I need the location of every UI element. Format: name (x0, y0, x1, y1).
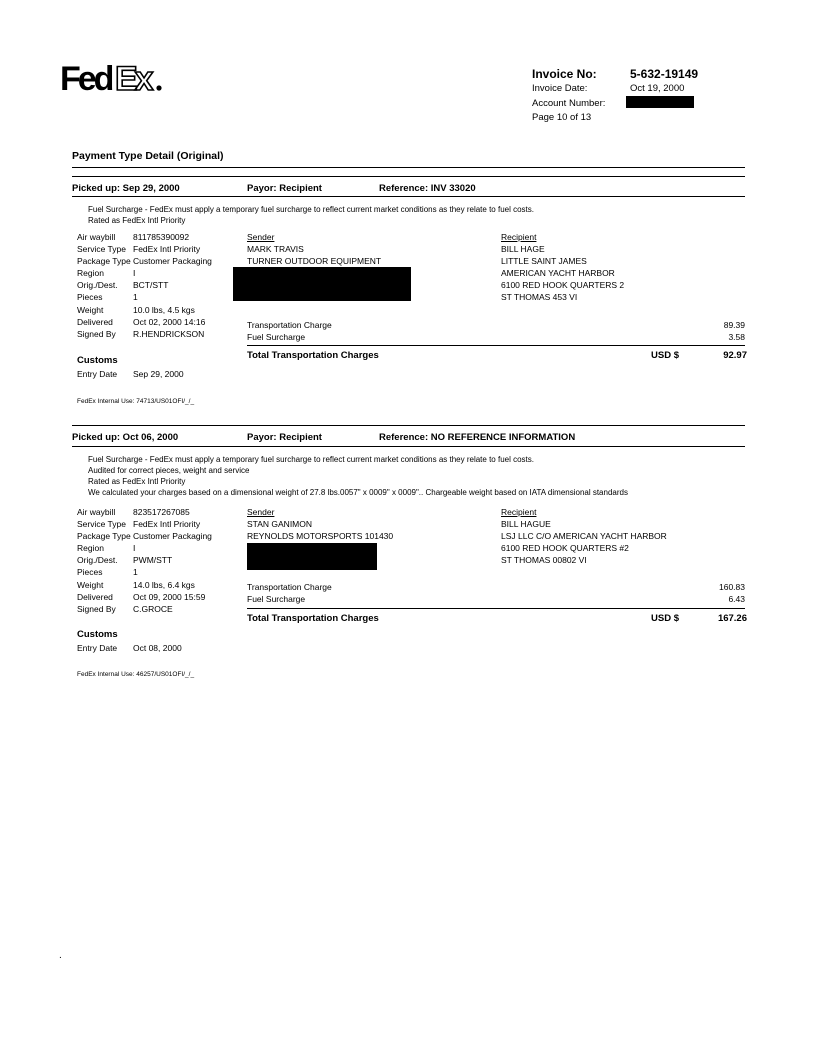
note-line: Rated as FedEx Intl Priority (88, 216, 186, 225)
section-title: Payment Type Detail (Original) (72, 150, 224, 162)
account-number-redaction (626, 96, 694, 108)
section-divider (72, 167, 745, 168)
invoice-date-label: Invoice Date: (532, 83, 588, 94)
detail-key: Air waybill (77, 507, 116, 517)
detail-value: FedEx Intl Priority (133, 244, 201, 255)
sender-label: Sender (247, 232, 275, 242)
detail-value: Oct 02, 2000 14:16 (133, 316, 206, 327)
detail-key: Region (77, 268, 104, 279)
total-label: Total Transportation Charges (247, 613, 379, 624)
shipment-header-rule (72, 196, 745, 197)
note-line: Fuel Surcharge - FedEx must apply a temporary fuel surcharge to reflect current market conditions as they relate to fuel costs. (88, 205, 534, 214)
detail-key: Delivered (77, 591, 113, 602)
detail-value: 1 (133, 292, 138, 303)
detail-value: 14.0 lbs, 6.4 kgs (133, 579, 195, 590)
reference: Reference: INV 33020 (379, 183, 476, 194)
sender-line: MARK TRAVIS (247, 244, 304, 254)
detail-value: FedEx Intl Priority (133, 519, 201, 530)
total-label: Total Transportation Charges (247, 350, 379, 361)
detail-key: Service Type (77, 244, 126, 255)
detail-value: 811785390092 (133, 232, 190, 242)
detail-key: Package Type (77, 531, 131, 542)
detail-key: Signed By (77, 603, 116, 614)
note-line: Fuel Surcharge - FedEx must apply a temporary fuel surcharge to reflect current market conditions as they relate to fuel costs. (88, 455, 534, 464)
detail-value: 10.0 lbs, 4.5 kgs (133, 304, 195, 315)
note-line: Audited for correct pieces, weight and service (88, 466, 250, 475)
invoice-no-label: Invoice No: (532, 67, 597, 81)
recipient-label: Recipient (501, 507, 537, 517)
detail-value: BCT/STT (133, 280, 169, 291)
charge-label: Transportation Charge (247, 320, 332, 330)
recipient-line: BILL HAGUE (501, 519, 551, 529)
detail-key: Signed By (77, 328, 116, 339)
recipient-line: BILL HAGE (501, 244, 545, 254)
charge-amount: 160.83 (719, 582, 745, 592)
recipient-block (501, 506, 667, 566)
charge-amount: 6.43 (728, 594, 745, 604)
sender-line: STAN GANIMON (247, 519, 313, 529)
currency: USD $ (651, 613, 679, 624)
sender-label: Sender (247, 507, 275, 517)
detail-key: Air waybill (77, 232, 116, 242)
note-line: Rated as FedEx Intl Priority (88, 477, 186, 486)
customs-label: Customs (77, 355, 118, 366)
internal-use: FedEx Internal Use: 46257/US01OFI/_/_ (77, 671, 195, 678)
detail-key: Orig./Dest. (77, 555, 118, 566)
picked-up-date: Picked up: Sep 29, 2000 (72, 183, 180, 194)
detail-key: Weight (77, 304, 104, 315)
detail-key: Region (77, 543, 104, 554)
total-amount: 167.26 (717, 613, 747, 624)
detail-value: C.GROCE (133, 603, 173, 614)
payor: Payor: Recipient (247, 432, 322, 443)
internal-use: FedEx Internal Use: 74713/US01OFI/_/_ (77, 398, 195, 405)
footer-mark: . (59, 950, 62, 961)
sender-block (247, 231, 381, 267)
entry-date-label: Entry Date (77, 369, 118, 379)
svg-text:Ex: Ex (115, 60, 151, 98)
detail-value: R.HENDRICKSON (133, 328, 205, 339)
detail-value: I (133, 268, 136, 279)
page-number: Page 10 of 13 (532, 112, 592, 123)
detail-value: Customer Packaging (133, 256, 212, 267)
entry-date: Oct 08, 2000 (133, 643, 182, 653)
detail-value: I (133, 543, 136, 554)
shipment-header-rule (72, 446, 745, 447)
charges-rule (247, 608, 745, 609)
charge-label: Transportation Charge (247, 582, 332, 592)
detail-key: Weight (77, 579, 104, 590)
recipient-label: Recipient (501, 232, 537, 242)
detail-key: Delivered (77, 316, 113, 327)
recipient-line: LSJ LLC C/O AMERICAN YACHT HARBOR (501, 531, 667, 541)
customs-label: Customs (77, 629, 118, 640)
recipient-line: LITTLE SAINT JAMES (501, 256, 587, 266)
sender-block (247, 506, 393, 542)
entry-date: Sep 29, 2000 (133, 369, 184, 379)
detail-key: Pieces (77, 292, 103, 303)
detail-key: Package Type (77, 256, 131, 267)
total-amount: 92.97 (723, 350, 747, 361)
detail-value: PWM/STT (133, 555, 173, 566)
recipient-line: AMERICAN YACHT HARBOR (501, 268, 615, 278)
shipment-top-rule (72, 176, 745, 177)
note-line: We calculated your charges based on a dimensional weight of 27.8 lbs.0057" x 0009" x 0009".. Chargeable weight based on IATA dimensional standards (88, 488, 628, 497)
detail-key: Orig./Dest. (77, 280, 118, 291)
recipient-line: ST THOMAS 453 VI (501, 292, 578, 302)
recipient-block (501, 231, 624, 303)
detail-key: Service Type (77, 519, 126, 530)
shipment-notes (88, 204, 534, 226)
sender-address-redaction (233, 267, 411, 301)
recipient-line: 6100 RED HOOK QUARTERS 2 (501, 280, 625, 290)
entry-date-label: Entry Date (77, 643, 118, 653)
shipment-notes (88, 454, 628, 498)
detail-value: 823517267085 (133, 507, 190, 517)
fedex-logo (60, 56, 168, 100)
recipient-line: 6100 RED HOOK QUARTERS #2 (501, 543, 629, 553)
detail-key: Pieces (77, 567, 103, 578)
charge-label: Fuel Surcharge (247, 332, 306, 342)
payor: Payor: Recipient (247, 183, 322, 194)
recipient-line: ST THOMAS 00802 VI (501, 555, 587, 565)
detail-value: 1 (133, 567, 138, 578)
charge-label: Fuel Surcharge (247, 594, 306, 604)
shipment-top-rule (72, 425, 745, 426)
invoice-no: 5-632-19149 (630, 67, 699, 81)
currency: USD $ (651, 350, 679, 361)
invoice-date: Oct 19, 2000 (630, 83, 685, 94)
picked-up-date: Picked up: Oct 06, 2000 (72, 432, 179, 443)
reference: Reference: NO REFERENCE INFORMATION (379, 432, 576, 443)
sender-line: TURNER OUTDOOR EQUIPMENT (247, 256, 382, 266)
sender-address-redaction (247, 543, 377, 570)
charge-amount: 3.58 (728, 332, 745, 342)
sender-line: REYNOLDS MOTORSPORTS 101430 (247, 531, 394, 541)
charges-rule (247, 345, 745, 346)
svg-text:Fed: Fed (60, 60, 112, 98)
detail-value: Customer Packaging (133, 531, 212, 542)
detail-value: Oct 09, 2000 15:59 (133, 591, 206, 602)
charge-amount: 89.39 (723, 320, 745, 330)
account-number-label: Account Number: (532, 98, 606, 109)
